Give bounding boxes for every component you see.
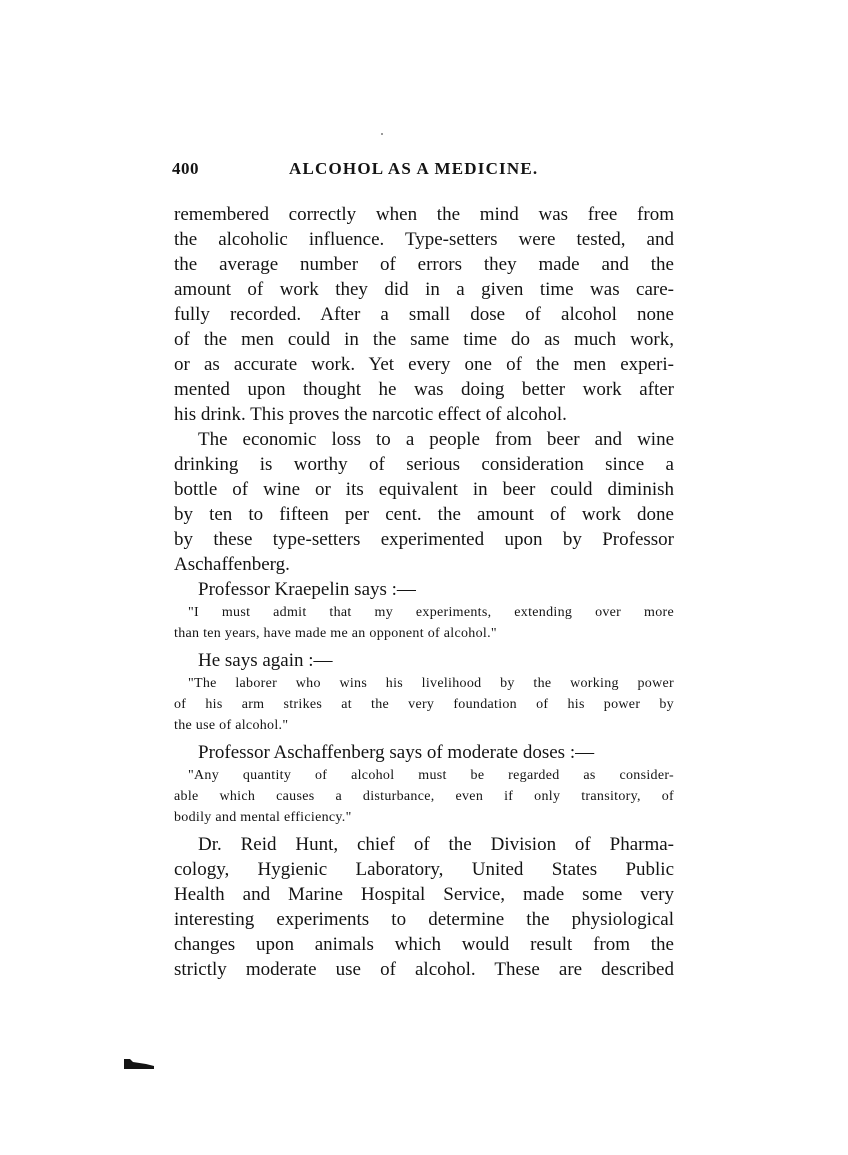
text-line: bottle of wine or its equivalent in beer could diminish <box>174 479 674 500</box>
text-line: of the men could in the same time do as much work, <box>174 329 674 350</box>
quote-line: "Any quantity of alcohol must be regarded as consider- <box>188 768 674 783</box>
quote-lead: He says again :— <box>198 650 333 671</box>
body-text <box>174 202 674 982</box>
text-line: Dr. Reid Hunt, chief of the Division of Pharma- <box>198 834 674 855</box>
text-line: mented upon thought he was doing better work after <box>174 379 674 400</box>
text-line: remembered correctly when the mind was free from <box>174 204 674 225</box>
text-line: cology, Hygienic Laboratory, United States Public <box>174 859 674 880</box>
text-line: the average number of errors they made and the <box>174 254 674 275</box>
text-line: by these type-setters experimented upon by Professor <box>174 529 674 550</box>
quote-lead: Professor Kraepelin says :— <box>198 579 416 600</box>
text-line: drinking is worthy of serious consideration since a <box>174 454 674 475</box>
quote-line: bodily and mental efficiency." <box>174 810 352 825</box>
page-number: 400 <box>172 159 199 178</box>
text-line: The economic loss to a people from beer and wine <box>198 429 674 450</box>
text-line: Aschaffenberg. <box>174 554 290 575</box>
quote-line: the use of alcohol." <box>174 718 289 733</box>
text-line: or as accurate work. Yet every one of the men experi- <box>174 354 674 375</box>
page-edge-mark <box>124 1056 154 1070</box>
running-head: ALCOHOL AS A MEDICINE. <box>289 159 539 178</box>
text-line: by ten to fifteen per cent. the amount of work done <box>174 504 674 525</box>
quote-line: able which causes a disturbance, even if only transitory, of <box>174 789 674 804</box>
quote-line: "I must admit that my experiments, extending over more <box>188 605 674 620</box>
text-line: fully recorded. After a small dose of alcohol none <box>174 304 674 325</box>
text-line: the alcoholic influence. Type-setters were tested, and <box>174 229 674 250</box>
quote-line: than ten years, have made me an opponent of alcohol." <box>174 626 497 641</box>
text-line: interesting experiments to determine the physiological <box>174 909 674 930</box>
text-line: strictly moderate use of alcohol. These are described <box>174 959 674 980</box>
text-line: his drink. This proves the narcotic effect of alcohol. <box>174 404 567 425</box>
quote-line: of his arm strikes at the very foundation of his power by <box>174 697 674 712</box>
text-line: amount of work they did in a given time was care- <box>174 279 674 300</box>
quote-lead: Professor Aschaffenberg says of moderate doses :— <box>198 742 595 763</box>
text-line: Health and Marine Hospital Service, made some very <box>174 884 674 905</box>
page-header <box>172 159 675 185</box>
quote-line: "The laborer who wins his livelihood by the working power <box>188 676 674 691</box>
text-line: changes upon animals which would result from the <box>174 934 674 955</box>
print-speck <box>381 133 383 135</box>
